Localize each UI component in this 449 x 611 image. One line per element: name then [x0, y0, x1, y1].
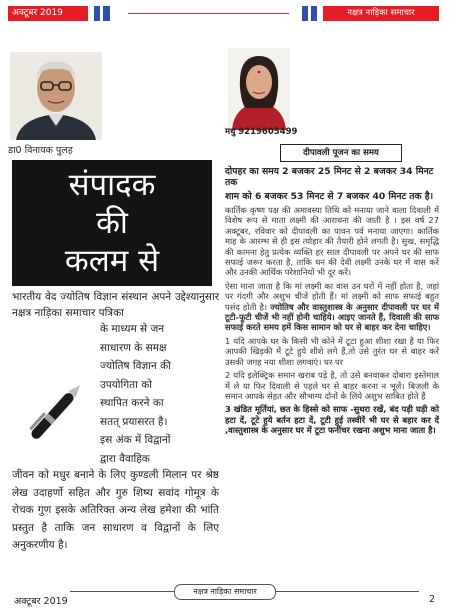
- puja-time-evening: शाम को 6 बजकर 53 मिनट से 7 बजकर 40 मिनट तक है।: [225, 191, 434, 202]
- pen-illustration: [16, 370, 96, 460]
- puja-time-afternoon: दोपहर का समय 2 बजकर 25 मिनट से 2 बजकर 34 मिनट तक: [225, 166, 434, 188]
- footer-publication: नक्षत्र नाड़िका समाचार: [174, 584, 276, 600]
- header-publication-label: नक्षत्र नाड़िका समाचार: [323, 6, 439, 21]
- author-caption: डा0 विनायक पुलह: [8, 145, 73, 156]
- editorial-title-box: [12, 160, 212, 286]
- editorial-title-line-1: संपादक: [68, 167, 156, 203]
- editorial-middle-line: स्थापित करने का: [100, 397, 164, 409]
- article-paragraph-2-plain: ऐसा माना जाता है कि मां लक्ष्मी का वास उन घरों में नहीं होता है, जहां पर गंदगी और अशुभ चीजें होती हैं। मां लक्ष्मी को साफ सफाई बहुत पसंद होती है।: [225, 280, 439, 312]
- article-item-3: 3 खंडित मूर्तियां, छत के हिस्से को साफ -सुथरा रखें, बंद पड़ी घड़ी को हटा दें, टूटे हुये बर्तन हटा दें, टूटी हुई तस्वीरें भी घर से बहार कर दें ,वास्तुशास्त्र के अनुसार घर में टूटा फर्नीचर रखना अशुभ माना जाता है।: [225, 404, 439, 436]
- footer-month: अक्टूबर 2019: [14, 596, 68, 607]
- editorial-middle: [100, 320, 219, 468]
- header-decor-bars-right: [302, 6, 317, 21]
- article-item-2: 2 यदि इलेक्ट्रिक समान खराब पड़े है, तो उसे बनवाकर दोबारा इस्तेमाल में ले या फिर दिवाली से पहले घर से बाहर करना न भूलें। बिजली के समान आपके सेहत और सौभाग्य दोनों के लिये अशुभ साबित होते हैं: [225, 370, 439, 401]
- article-paragraph-1: कार्तिक कृष्ण पक्ष की अमावस्या तिथि को मनाया जाने वाला दिवाली में विशेष रूप से माता लक्ष्मी की आराधना की जाती है । इस वर्ष 27 अक्टूबर, रविवार को दीपावली का पावन पर्व मनाया जाएगा। कार्तिक माह के आरम्भ से ही इस त्योहार की तैयारी होने लगती है। सुख, समृद्धि की कामना हेतु प्रत्येक व्यक्ति हर साल दीपावली पर अपने घर की साफ सफाई जरूर करता है, ताकि धन की देवी लक्ष्मी उनके घर में वास करें और उनकी आर्थिक परेशानियों भी दूर करें।: [225, 205, 439, 278]
- contributor-photo: [228, 48, 290, 130]
- editorial-middle-line: के माध्यम से जन: [100, 323, 165, 335]
- header-rule: [128, 13, 289, 14]
- editorial-title-line-3: कलम से: [64, 243, 160, 279]
- article-paragraph-2-bold: ज्योतिष और वास्तुशास्त्र के अनुसार दीपावली पर घर में टूटी-फूटी चीजें भी नहीं होनी चाहिये। आइए जानते हैं, दिवाली की साफ सफाई करते समय हमें किस सामान को घर से बाहर कर देना चाहिए।: [225, 301, 439, 333]
- contributor-caption: मधु 9219605499: [225, 127, 298, 137]
- article-paragraph-2: [225, 281, 439, 333]
- editorial-middle-line: उपयोगिता को: [100, 378, 152, 391]
- editorial-middle-line: इस अंक में विद्वानों: [100, 434, 171, 446]
- header-decor-bars-left: [94, 6, 110, 21]
- author-photo: [10, 52, 102, 140]
- editorial-middle-line: सतत् प्रयासरत है।: [100, 415, 168, 428]
- footer-page-number: 2: [428, 594, 435, 605]
- article-box-title: दीपावली पूजन का समय: [280, 144, 402, 162]
- editorial-middle-line: द्वारा वैवाहिक: [100, 452, 150, 465]
- editorial-intro: भारतीय वेद ज्योतिष विज्ञान संस्थान अपने उद्देश्यानुसार नक्षत्र नाड़िका समाचार पत्रिका: [12, 291, 219, 319]
- editorial-middle-line: ज्योतिष विज्ञान की: [100, 360, 171, 372]
- editorial-middle-line: साधारण के समक्ष: [100, 341, 167, 354]
- editorial-title-line-2: की: [96, 205, 128, 241]
- editorial-ending: जीवन को मधुर बनाने के लिए कुण्डली मिलान पर श्रेष्ठ लेख उदाहर्णो सहित और गुरु शिष्य सवांद गोमूत्र के रोचक गुण इसके अतिरिक्त अन्य लेख हमेशा की भांति प्रस्तुत है ताकि जन साधारण व विद्वानों के लिए अनुकरणीय है।: [12, 469, 219, 551]
- header-month-label: अक्टूबर 2019: [8, 6, 88, 21]
- article-item-1: 1 यदि आपके घर के किसी भी कोने में टूटा हुआ शीशा रखा है या फिर आपकी खिड़की में टूटे हुये शीशे लगे हैं,तो उसे तुरंत घर से बाहर करें उसकी जगह नया शीशा लगवाएं। घर पर: [225, 335, 439, 367]
- article-body: [225, 166, 439, 439]
